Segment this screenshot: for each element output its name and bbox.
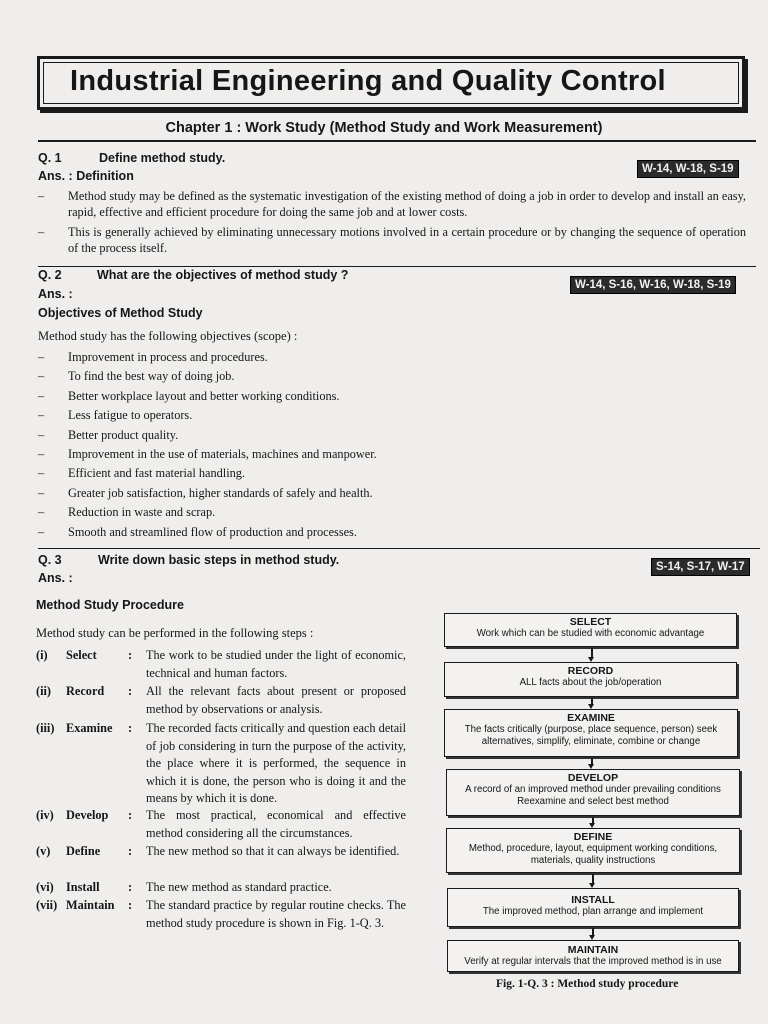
step-select bbox=[36, 647, 406, 682]
flow-arrow bbox=[592, 817, 594, 824]
flow-box-heading: EXAMINE bbox=[567, 712, 615, 724]
flow-box-text: The facts critically (purpose, place sequence, person) seek alternatives, simplify, eliminate, combine or change bbox=[464, 724, 718, 747]
step-record bbox=[36, 683, 406, 718]
flow-box-record bbox=[444, 662, 737, 697]
step-description: The new method so that it can always be identified. bbox=[146, 844, 400, 858]
step-name: Install bbox=[66, 880, 100, 894]
chapter-title: Chapter 1 : Work Study (Method Study and Work Measurement) bbox=[165, 120, 603, 136]
flow-box-develop bbox=[446, 769, 740, 816]
step-description: All the relevant facts about present or proposed method by observations or analysis. bbox=[146, 684, 406, 716]
step-develop bbox=[36, 807, 406, 842]
step-description: The recorded facts critically and question each detail of job considering in turn the purpose of the activity, the place where it is performed, the sequence in which it is done, the person who is doing it and the means by which it is done. bbox=[146, 721, 406, 805]
step-colon: : bbox=[128, 721, 133, 735]
step-name: Record bbox=[66, 684, 105, 698]
q3-exam-tag: S-14, S-17, W-17 bbox=[651, 558, 750, 576]
flow-box-text: Method, procedure, layout, equipment working conditions, materials, quality instructions bbox=[468, 843, 718, 866]
q2-bullet: – Better workplace layout and better working conditions. bbox=[38, 387, 638, 406]
step-colon: : bbox=[128, 898, 133, 912]
step-name: Examine bbox=[66, 721, 113, 735]
q2-subheading: Objectives of Method Study bbox=[38, 306, 203, 320]
q3-rule bbox=[38, 548, 760, 549]
step-maintain bbox=[36, 897, 406, 932]
flow-arrow bbox=[592, 928, 594, 936]
step-number: (vii) bbox=[36, 898, 58, 912]
q2-rule bbox=[38, 266, 756, 267]
q2-bullet: – To find the best way of doing job. bbox=[38, 367, 638, 386]
step-name: Maintain bbox=[66, 898, 115, 912]
flow-box-install bbox=[447, 888, 739, 927]
flow-box-heading: SELECT bbox=[569, 616, 612, 628]
step-colon: : bbox=[128, 808, 133, 822]
step-number: (vi) bbox=[36, 880, 54, 894]
step-number: (v) bbox=[36, 844, 51, 858]
flow-box-examine bbox=[444, 709, 738, 757]
flow-arrow bbox=[591, 698, 593, 705]
flow-box-text: Work which can be studied with economic advantage bbox=[476, 628, 705, 639]
q3-number: Q. 3 bbox=[38, 553, 62, 567]
q3-question: Write down basic steps in method study. bbox=[98, 553, 340, 567]
step-examine bbox=[36, 720, 406, 808]
flow-arrow bbox=[591, 648, 593, 658]
step-description: The standard practice by regular routine checks. The method study procedure is shown in Fig. 1-Q. 3. bbox=[146, 898, 406, 930]
q2-bullet: – Efficient and fast material handling. bbox=[38, 464, 638, 483]
flow-box-heading: DEFINE bbox=[573, 831, 613, 843]
flow-box-text: ALL facts about the job/operation bbox=[519, 677, 662, 688]
q2-bullet: – Better product quality. bbox=[38, 426, 638, 445]
step-number: (i) bbox=[36, 648, 48, 662]
q1-question: Define method study. bbox=[99, 151, 226, 165]
flow-box-heading: RECORD bbox=[567, 665, 614, 677]
flow-arrow bbox=[592, 874, 594, 884]
flow-box-text: The improved method, plan arrange and implement bbox=[482, 906, 704, 917]
step-number: (ii) bbox=[36, 684, 52, 698]
q2-number: Q. 2 bbox=[38, 268, 62, 282]
step-colon: : bbox=[128, 648, 133, 662]
flow-box-heading: MAINTAIN bbox=[567, 944, 619, 956]
flow-box-heading: DEVELOP bbox=[567, 772, 619, 784]
step-description: The most practical, economical and effective method considering all the circumstances. bbox=[146, 808, 406, 840]
q2-bullet: – Greater job satisfaction, higher standards of safely and health. bbox=[38, 484, 638, 503]
step-number: (iii) bbox=[36, 721, 55, 735]
figure-caption: Fig. 1-Q. 3 : Method study procedure bbox=[496, 978, 679, 990]
flow-box-text: A record of an improved method under prevailing conditions Reexamine and select best method bbox=[465, 784, 721, 807]
step-colon: : bbox=[128, 684, 133, 698]
q2-bullet: – Less fatigue to operators. bbox=[38, 406, 638, 425]
q1-bullet: – Method study may be defined as the systematic investigation of the existing method of doing a job in order to develop and install an easy, rapid, effective and efficient procedure for doing the same job and at lower costs. bbox=[38, 188, 746, 220]
q2-bullet: – Reduction in waste and scrap. bbox=[38, 503, 638, 522]
flow-box-select bbox=[444, 613, 737, 647]
q2-intro: Method study has the following objectives (scope) : bbox=[38, 329, 298, 343]
q2-exam-tag: W-14, S-16, W-16, W-18, S-19 bbox=[570, 276, 736, 294]
q2-bullet-list bbox=[38, 348, 638, 542]
q1-answer-label: Ans. : Definition bbox=[38, 169, 134, 183]
step-number: (iv) bbox=[36, 808, 54, 822]
step-colon: : bbox=[128, 880, 133, 894]
q2-question: What are the objectives of method study ? bbox=[97, 268, 349, 282]
chapter-rule bbox=[38, 140, 756, 142]
flow-box-maintain bbox=[447, 940, 739, 972]
step-description: The new method as standard practice. bbox=[146, 880, 332, 894]
step-name: Select bbox=[66, 648, 97, 662]
q3-subheading: Method Study Procedure bbox=[36, 598, 184, 612]
flow-arrow bbox=[591, 758, 593, 765]
q2-bullet: – Improvement in the use of materials, machines and manpower. bbox=[38, 445, 638, 464]
q1-bullet-list bbox=[38, 188, 746, 256]
q3-answer-label: Ans. : bbox=[38, 571, 73, 585]
q1-number: Q. 1 bbox=[38, 151, 62, 165]
q2-answer-label: Ans. : bbox=[38, 287, 73, 301]
step-description: The work to be studied under the light of economic, technical and human factors. bbox=[146, 648, 406, 680]
book-title: Industrial Engineering and Quality Control bbox=[70, 65, 666, 97]
flow-box-define bbox=[446, 828, 740, 873]
step-colon: : bbox=[128, 844, 133, 858]
step-name: Define bbox=[66, 844, 101, 858]
q1-bullet: – This is generally achieved by eliminating unnecessary motions involved in a certain procedure or by changing the sequence of operation of the process itself. bbox=[38, 224, 746, 256]
step-install bbox=[36, 879, 406, 897]
q2-bullet: – Smooth and streamlined flow of production and processes. bbox=[38, 523, 638, 542]
flow-box-text: Verify at regular intervals that the improved method is in use bbox=[464, 956, 722, 967]
q1-exam-tag: W-14, W-18, S-19 bbox=[637, 160, 739, 178]
flow-box-heading: INSTALL bbox=[571, 894, 615, 906]
step-name: Develop bbox=[66, 808, 109, 822]
q2-bullet: – Improvement in process and procedures. bbox=[38, 348, 638, 367]
title-box bbox=[37, 56, 745, 110]
step-define bbox=[36, 843, 406, 861]
q3-intro: Method study can be performed in the following steps : bbox=[36, 626, 314, 640]
